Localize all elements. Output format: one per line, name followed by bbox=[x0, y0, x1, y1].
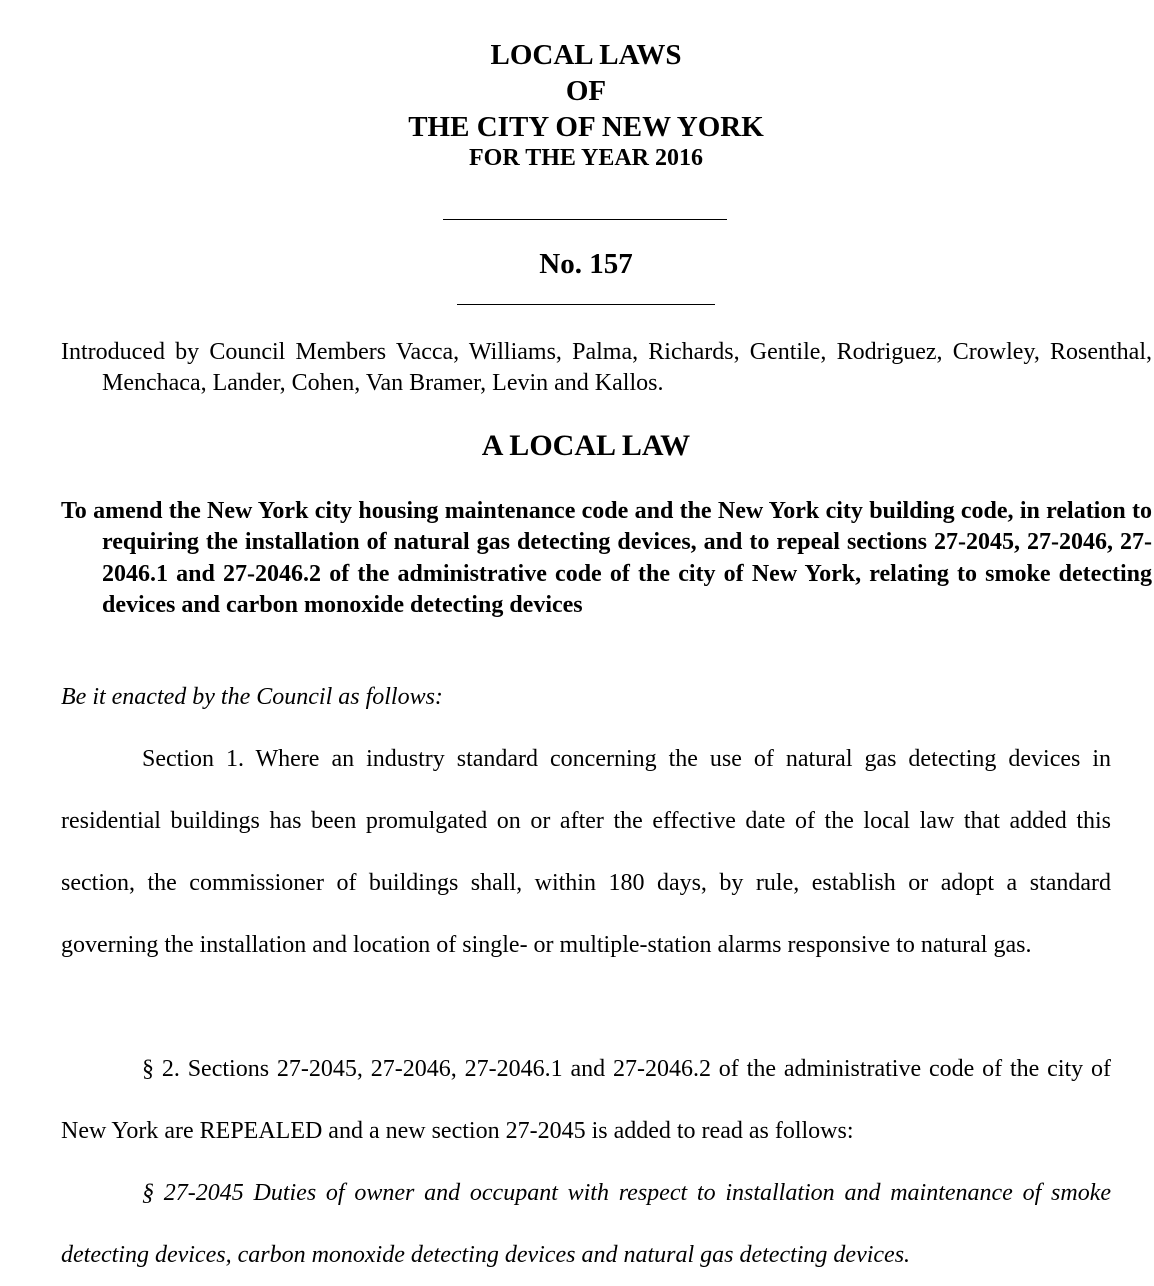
section-2: § 2. Sections 27-2045, 27-2046, 27-2046.1 and 27-2046.2 of the administrative code of the city of New York are REPEALED and a new section 27-2045 is added to read as follows: bbox=[61, 1056, 1111, 1144]
title-year: FOR THE YEAR 2016 bbox=[468, 145, 704, 171]
enacting-clause: Be it enacted by the Council as follows: bbox=[61, 684, 443, 710]
divider-top bbox=[443, 219, 727, 220]
section-1: Section 1. Where an industry standard concerning the use of natural gas detecting devices in residential buildings has been promulgated on or after the effective date of the local law that added this section, the commissioner of buildings shall, within 180 days, by rule, establish or adopt a standard governing the installation and location of single- or multiple-station alarms responsive to natural gas. bbox=[61, 746, 1111, 958]
title-line-2: OF bbox=[565, 75, 607, 107]
title-line-3: THE CITY OF NEW YORK bbox=[408, 111, 764, 143]
section-27-2045-heading: § 27-2045 Duties of owner and occupant with respect to installation and maintenance of smoke detecting devices, carbon monoxide detecting devices and natural gas detecting devices. bbox=[61, 1180, 1111, 1268]
title-line-1: LOCAL LAWS bbox=[490, 39, 682, 71]
law-heading: A LOCAL LAW bbox=[481, 429, 691, 462]
introduced-by: Introduced by Council Members Vacca, Williams, Palma, Richards, Gentile, Rodriguez, Crowley, Rosenthal, Menchaca, Lander, Cohen, Van Bramer, Levin and Kallos. bbox=[61, 339, 1152, 396]
divider-bottom bbox=[457, 304, 715, 305]
purpose-clause: To amend the New York city housing maintenance code and the New York city building code, in relation to requiring the installation of natural gas detecting devices, and to repeal sections 27-2045, 27-2046, 27-2046.1 and 27-2046.2 of the administrative code of the city of New York, relating to smoke detecting devices and carbon monoxide detecting devices bbox=[61, 498, 1152, 618]
law-number: No. 157 bbox=[539, 248, 633, 280]
